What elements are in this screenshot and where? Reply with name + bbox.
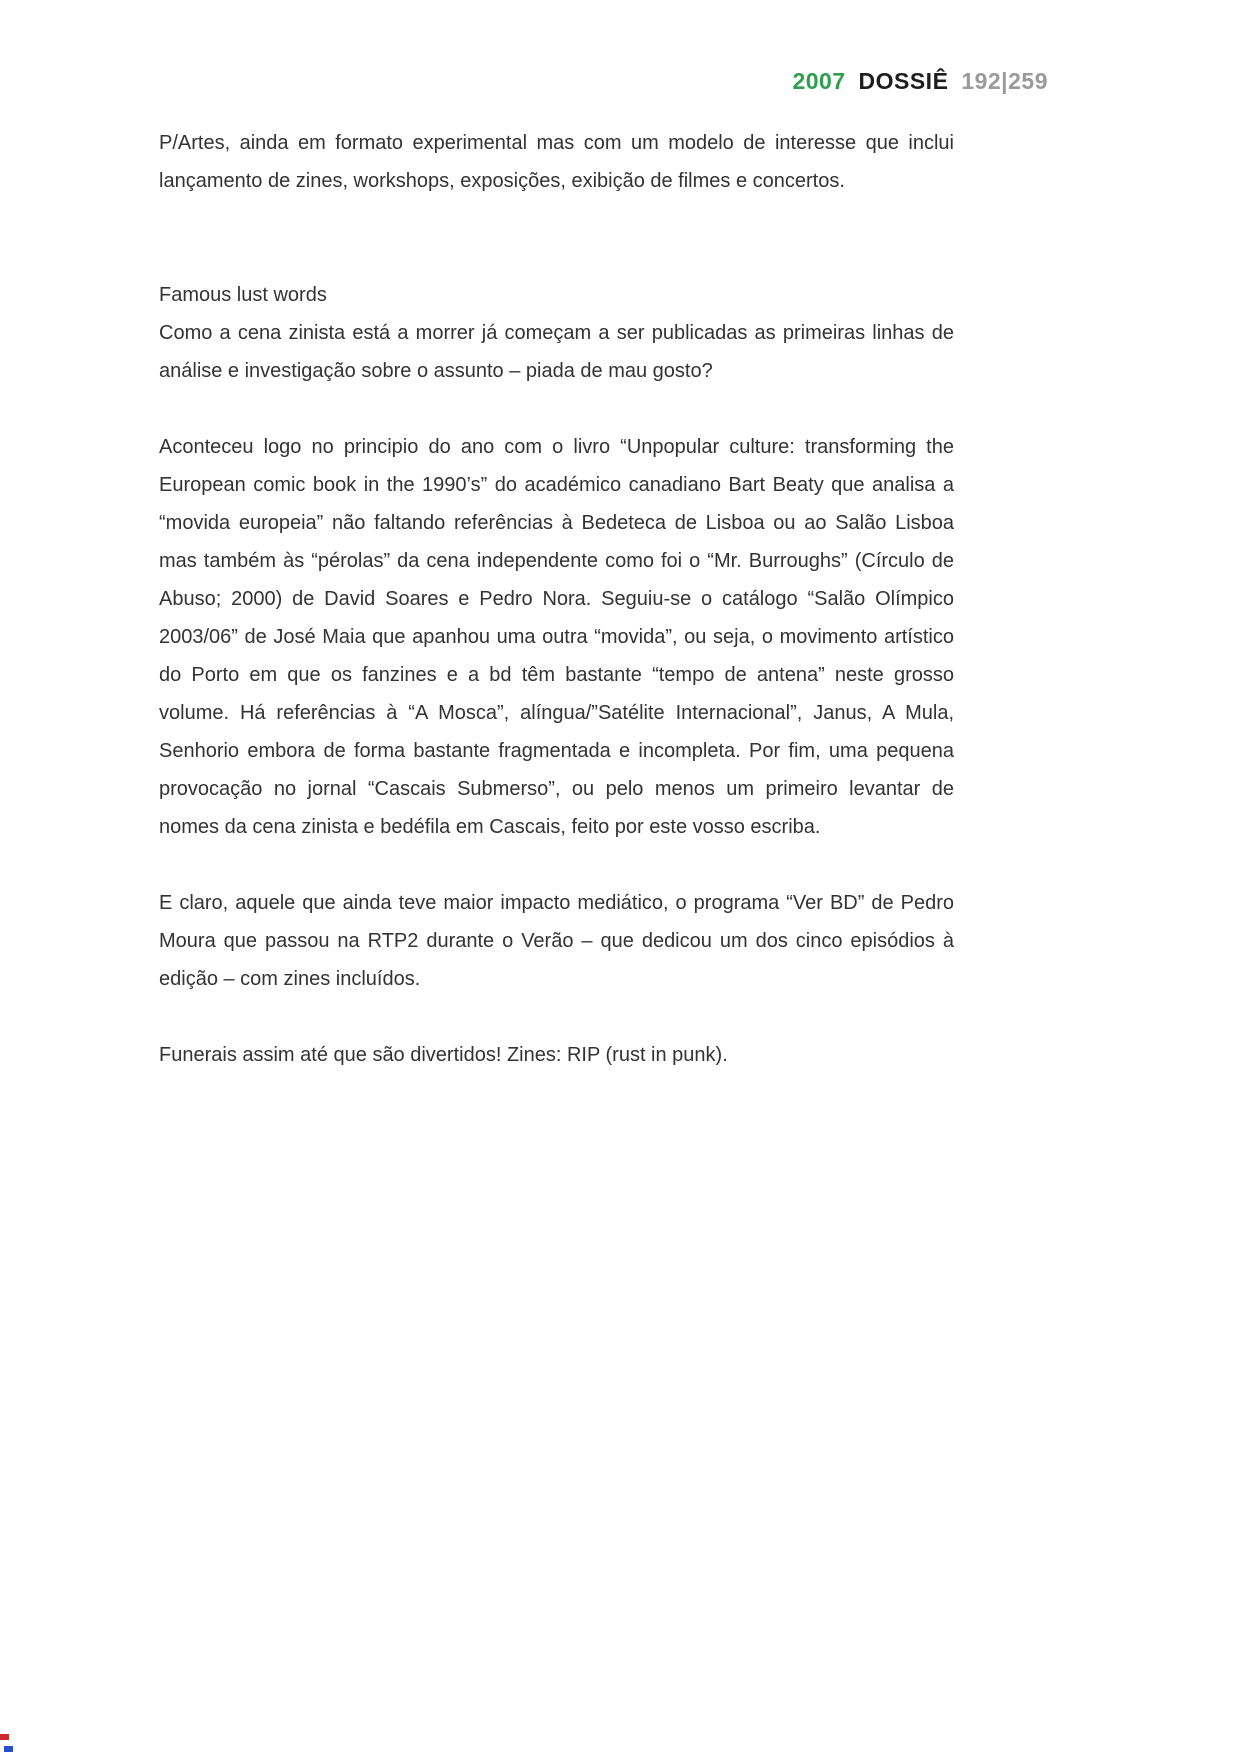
- closing-line-zines-rip: Funerais assim até que são divertidos! Zines: RIP (rust in punk).: [159, 1044, 728, 1066]
- corner-artifact-blue: [4, 1746, 13, 1752]
- paragraph-ver-bd: E claro, aquele que ainda teve maior impacto mediático, o programa “Ver BD” de Pedro Moura que passou na RTP2 durante o Verão – que dedicou um dos cinco episódios à edição – com zines incluídos.: [159, 892, 954, 990]
- header-year: 2007: [792, 68, 846, 94]
- intro-paragraph: P/Artes, ainda em formato experimental mas com um modelo de interesse que inclui lançamento de zines, workshops, exposições, exibição de filmes e concertos.: [159, 132, 954, 192]
- paragraph-unpopular-culture: Aconteceu logo no principio do ano com o livro “Unpopular culture: transforming the European comic book in the 1990’s” do académico canadiano Bart Beaty que analisa a “movida europeia” não faltando referências à Bedeteca de Lisboa ou ao Salão Lisboa mas também às “pérolas” da cena independente como foi o “Mr. Burroughs” (Círculo de Abuso; 2000) de David Soares e Pedro Nora. Seguiu-se o catálogo “Salão Olímpico 2003/06” de José Maia que apanhou uma outra “movida”, ou seja, o movimento artístico do Porto em que os fanzines e a bd têm bastante “tempo de antena” neste grosso volume. Há referências à “A Mosca”, alíngua/”Satélite Internacional”, Janus, A Mula, Senhorio embora de forma bastante fragmentada e incompleta. Por fim, uma pequena provocação no jornal “Cascais Submerso”, ou pelo menos um primeiro levantar de nomes da cena zinista e bedéfila em Cascais, feito por este vosso escriba.: [159, 436, 954, 838]
- document-body: [159, 124, 954, 1074]
- header-page-range: 192|259: [961, 68, 1048, 94]
- corner-artifact-red: [0, 1734, 9, 1740]
- paragraph-cena-zinista: Como a cena zinista está a morrer já começam a ser publicadas as primeiras linhas de análise e investigação sobre o assunto – piada de mau gosto?: [159, 322, 954, 382]
- page-header: [0, 68, 1048, 95]
- header-section-title: DOSSIÊ: [858, 68, 949, 94]
- subheading-famous-lust-words: Famous lust words: [159, 284, 327, 306]
